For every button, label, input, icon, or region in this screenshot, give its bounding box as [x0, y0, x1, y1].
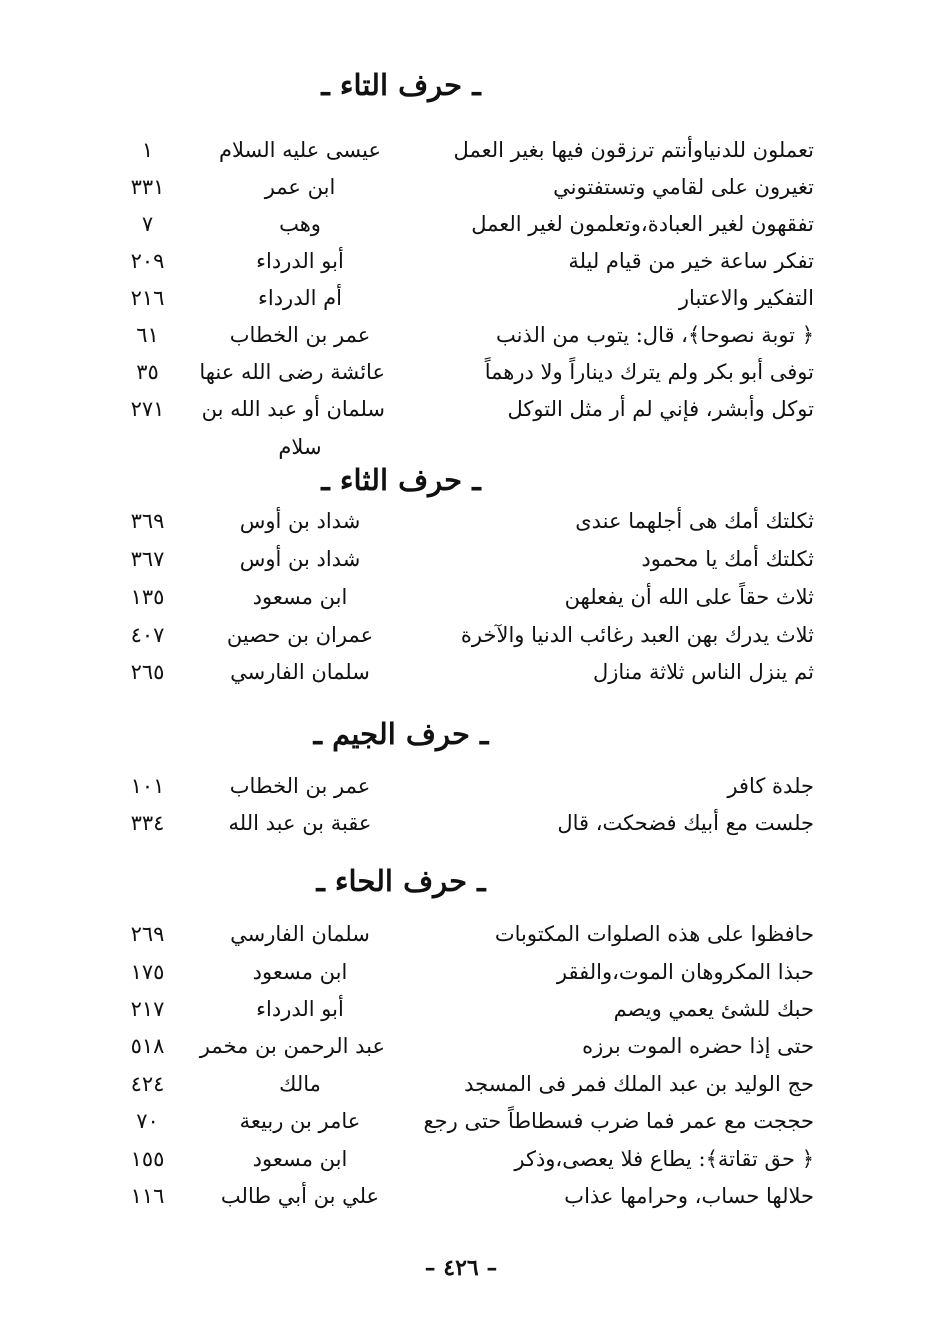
entry-narrator: سلمان الفارسي: [230, 660, 370, 684]
entry-page: ٢٧١: [130, 397, 165, 421]
entry-page: ٣٦٧: [130, 547, 165, 571]
entry-page: ٣٣١: [130, 175, 165, 199]
entry-text: حبك للشئ يعمي ويصم: [613, 997, 814, 1021]
index-entry: [0, 242, 942, 280]
entry-narrator: ابن مسعود: [252, 1147, 348, 1171]
entry-narrator: وهب: [279, 212, 321, 236]
entry-narrator: ابن مسعود: [252, 585, 348, 609]
index-entry: [0, 1140, 942, 1178]
entry-narrator: سلام: [278, 435, 322, 459]
entry-page: ٣٥: [136, 360, 159, 384]
section-heading-thaa: ـ حرف الثاء ـ: [321, 463, 481, 497]
index-entry: [0, 953, 942, 991]
entry-text: ﴿ حق تقاتة﴾: يطاع فلا يعصى،وذكر: [514, 1147, 814, 1171]
index-entry: [0, 804, 942, 842]
index-entry: [0, 390, 942, 428]
entry-text: ﴿ توبة نصوحا﴾، قال: يتوب من الذنب: [495, 323, 814, 347]
entry-text: حبذا المكروهان الموت،والفقر: [556, 960, 814, 984]
entry-narrator: عقبة بن عبد الله: [228, 811, 372, 835]
entry-narrator: ابن مسعود: [252, 960, 348, 984]
entry-page: ٣٣٤: [130, 811, 165, 835]
section-heading-jeem: ـ حرف الجيم ـ: [313, 717, 489, 751]
entry-text: جلدة كافر: [727, 774, 814, 798]
entry-text: تفقهون لغير العبادة،وتعلمون لغير العمل: [471, 212, 814, 236]
entry-narrator: عيسى عليه السلام: [218, 138, 382, 162]
entry-narrator: سلمان أو عبد الله بن: [201, 397, 385, 421]
entry-text: حتى إذا حضره الموت برزه: [582, 1034, 814, 1058]
entry-page: ٣٦٩: [130, 509, 165, 533]
index-entry: [0, 168, 942, 206]
entry-narrator: عبد الرحمن بن مخمر: [199, 1034, 385, 1058]
entry-text: تفكر ساعة خير من قيام ليلة: [568, 249, 814, 273]
entry-page: ١٣٥: [130, 585, 165, 609]
entry-text: حججت مع عمر فما ضرب فسطاطاً حتى رجع: [423, 1109, 814, 1133]
index-entry: [0, 205, 942, 243]
section-heading-haa: ـ حرف الحاء ـ: [316, 864, 486, 898]
entry-narrator: شداد بن أوس: [239, 509, 361, 533]
index-entry: [0, 1065, 942, 1103]
entry-narrator: ابن عمر: [264, 175, 336, 199]
entry-page: ٧: [141, 212, 154, 236]
entry-narrator: عمر بن الخطاب: [229, 323, 371, 347]
index-entry: [0, 316, 942, 354]
entry-page: ١١٦: [130, 1184, 165, 1208]
index-entry: [0, 653, 942, 691]
index-entry: [0, 578, 942, 616]
entry-text: تعملون للدنياوأنتم ترزقون فيها بغير العمل: [453, 138, 814, 162]
entry-narrator: أبو الدرداء: [256, 249, 344, 273]
page-number: – ٤٢٦ –: [424, 1255, 498, 1281]
entry-narrator: عمر بن الخطاب: [229, 774, 371, 798]
index-entry: [0, 767, 942, 805]
index-entry: [0, 131, 942, 169]
entry-narrator: عامر بن ربيعة: [239, 1109, 361, 1133]
entry-text: ثلاث يدرك بهن العبد رغائب الدنيا والآخرة: [460, 623, 814, 647]
entry-page: ١: [141, 138, 154, 162]
index-entry: [0, 990, 942, 1028]
entry-text: ثم ينزل الناس ثلاثة منازل: [592, 660, 814, 684]
entry-page: ٢١٦: [130, 286, 165, 310]
entry-narrator: أم الدرداء: [258, 286, 342, 310]
entry-page: ١٠١: [130, 774, 165, 798]
entry-text: ثلاث حقاً على الله أن يفعلهن: [564, 585, 814, 609]
entry-text: توكل وأبشر، فإني لم أر مثل التوكل: [507, 397, 814, 421]
entry-narrator: علي بن أبي طالب: [220, 1184, 380, 1208]
entry-narrator: عائشة رضى الله عنها: [199, 360, 385, 384]
entry-narrator: أبو الدرداء: [256, 997, 344, 1021]
entry-page: ٤٢٤: [130, 1072, 165, 1096]
entry-text: توفى أبو بكر ولم يترك ديناراً ولا درهماً: [484, 360, 814, 384]
entry-text: حج الوليد بن عبد الملك فمر فى المسجد: [464, 1072, 814, 1096]
entry-page: ١٧٥: [130, 960, 165, 984]
index-entry: [0, 616, 942, 654]
index-entry-continuation: [0, 428, 942, 466]
index-entry: [0, 502, 942, 540]
entry-text: ثكلتك أمك هى أجلهما عندى: [575, 509, 814, 533]
index-entry: [0, 1177, 942, 1215]
entry-page: ٢٠٩: [130, 249, 165, 273]
entry-text: حافظوا على هذه الصلوات المكتوبات: [494, 922, 814, 946]
index-entry: [0, 353, 942, 391]
index-entry: [0, 279, 942, 317]
entry-narrator: مالك: [279, 1072, 321, 1096]
entry-page: ٢١٧: [130, 997, 165, 1021]
entry-page: ٤٠٧: [130, 623, 165, 647]
entry-text: جلست مع أبيك فضحكت، قال: [557, 811, 814, 835]
entry-text: حلالها حساب، وحرامها عذاب: [564, 1184, 814, 1208]
entry-narrator: عمران بن حصين: [226, 623, 374, 647]
entry-page: ٦١: [136, 323, 159, 347]
entry-narrator: سلمان الفارسي: [230, 922, 370, 946]
entry-text: التفكير والاعتبار: [678, 286, 814, 310]
section-heading-taa: ـ حرف التاء ـ: [321, 68, 481, 102]
entry-page: ٢٦٩: [130, 922, 165, 946]
entry-text: ثكلتك أمك يا محمود: [641, 547, 814, 571]
index-entry: [0, 915, 942, 953]
entry-page: ١٥٥: [130, 1147, 165, 1171]
entry-page: ٢٦٥: [130, 660, 165, 684]
entry-page: ٧٠: [136, 1109, 159, 1133]
index-entry: [0, 1027, 942, 1065]
entry-narrator: شداد بن أوس: [239, 547, 361, 571]
index-entry: [0, 540, 942, 578]
entry-text: تغيرون على لقامي وتستفتوني: [553, 175, 814, 199]
index-entry: [0, 1102, 942, 1140]
entry-page: ٥١٨: [130, 1034, 165, 1058]
